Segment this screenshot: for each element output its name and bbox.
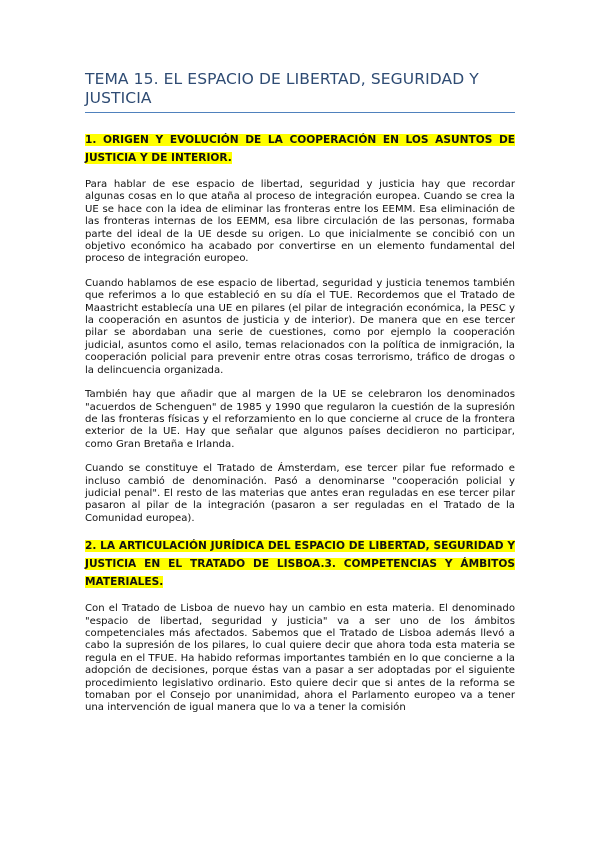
section-heading-2-text: 2. LA ARTICULACIÓN JURÍDICA DEL ESPACIO DE LIBERTAD, SEGURIDAD Y JUSTICIA EN EL TRATADO DE LISBOA.3. COMPETENCIAS Y ÁMBITOS MATERIALES. bbox=[85, 540, 515, 589]
paragraph: Con el Tratado de Lisboa de nuevo hay un cambio en esta materia. El denominado "espacio de libertad, seguridad y justicia" va a ser uno de los ámbitos competenciales más afectados. Sabemos que el Tratado de Lisboa además llevó a cabo la supresión de los pilares, lo cual quiere decir que ahora toda esta materia se regula en el TFUE. Ha habido reformas importantes también en lo que concierne a la adopción de decisiones, porque éstas van a pasar a ser adoptadas por el siguiente procedimiento legislativo ordinario. Esto quiere decir que si antes de la reforma se tomaban por el Consejo por unanimidad, ahora el Parlamento europeo va a tener una intervención de igual manera que lo va a tener la comisión bbox=[85, 603, 515, 714]
paragraph: También hay que añadir que al margen de la UE se celebraron los denominados "acuerdos de Schenguen" de 1985 y 1990 que regularon la cuestión de la supresión de las fronteras físicas y el reforzamiento en lo que concierne al cruce de la frontera exterior de la UE. Hay que señalar que algunos países decidieron no participar, como Gran Bretaña e Irlanda. bbox=[85, 389, 515, 450]
title-divider bbox=[85, 112, 515, 113]
paragraph: Cuando se constituye el Tratado de Ámsterdam, ese tercer pilar fue reformado e incluso cambió de denominación. Pasó a denominarse "cooperación policial y judicial penal". El resto de las materias que antes eran reguladas en ese tercer pilar pasaron al pilar de la integración (pasaron a ser reguladas en el Tratado de la Comunidad europea). bbox=[85, 463, 515, 524]
section-heading-2 bbox=[85, 537, 515, 591]
paragraph: Para hablar de ese espacio de libertad, seguridad y justicia hay que recordar algunas cosas en lo que ataña al proceso de integración europea. Cuando se crea la UE se hace con la idea de eliminar las fronteras entre los EEMM. Esa eliminación de las fronteras internas de los EEMM, esa libre circulación de las personas, formaba parte del ideal de la UE desde su origen. Lo que inicialmente se concibió con un objetivo económico ha acabado por convertirse en un elemento fundamental del proceso de integración europeo. bbox=[85, 179, 515, 265]
section-heading-1 bbox=[85, 131, 515, 167]
document-page bbox=[85, 70, 515, 715]
document-title: TEMA 15. EL ESPACIO DE LIBERTAD, SEGURIDAD Y JUSTICIA bbox=[85, 70, 479, 107]
section-heading-1-text: 1. ORIGEN Y EVOLUCIÓN DE LA COOPERACIÓN EN LOS ASUNTOS DE JUSTICIA Y DE INTERIOR. bbox=[85, 134, 515, 164]
paragraph: Cuando hablamos de ese espacio de libertad, seguridad y justicia tenemos también que referimos a lo que estableció en su día el TUE. Recordemos que el Tratado de Maastricht establecía una UE en pilares (el pilar de integración económica, la PESC y la cooperación en asuntos de justicia y de interior). De manera que en ese tercer pilar se abordaban una serie de cuestiones, como por ejemplo la cooperación judicial, asuntos como el asilo, temas relacionados con la política de inmigración, la cooperación policial para prevenir entre otras cosas terrorismo, tráfico de drogas o la delincuencia organizada. bbox=[85, 277, 515, 376]
